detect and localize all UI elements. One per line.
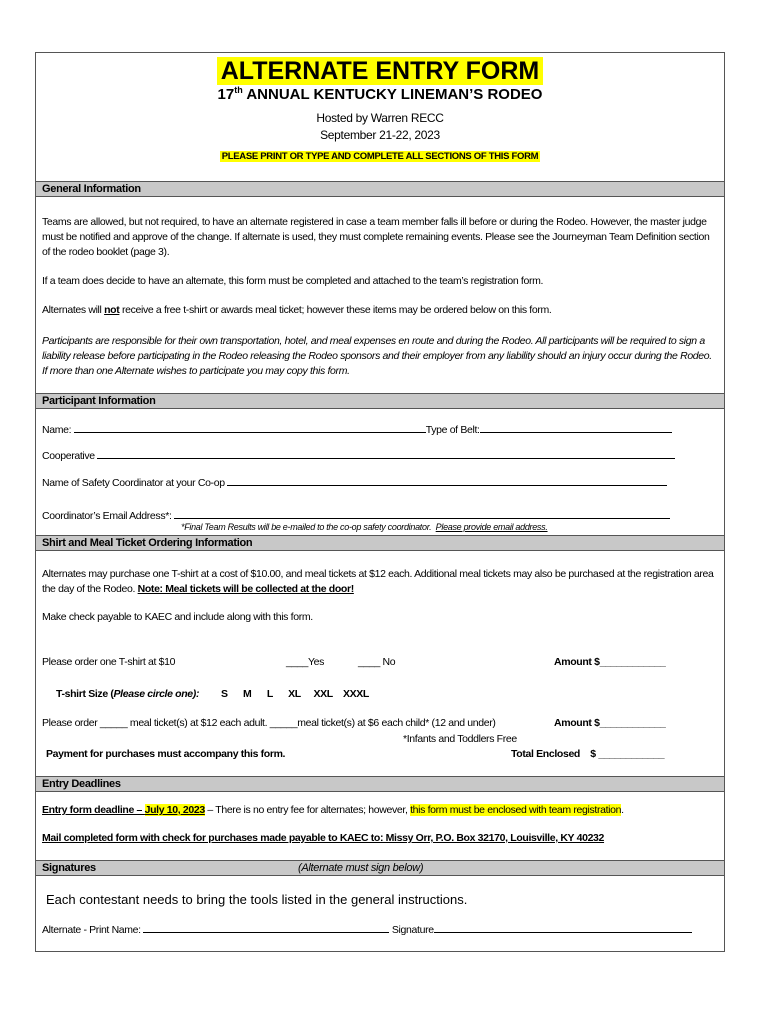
meal-ticket-order[interactable]: Please order _____ meal ticket(s) at $12 each adult. _____meal ticket(s) at $6 each child* (12 and under) xyxy=(42,717,496,729)
name-label: Name: xyxy=(42,424,72,436)
form-title: ALTERNATE ENTRY FORM xyxy=(36,57,724,86)
safety-coordinator-field[interactable] xyxy=(42,475,667,489)
section-entry-deadlines: Entry Deadlines xyxy=(36,776,724,792)
cooperative-field[interactable] xyxy=(42,448,675,462)
shirt-paragraph-1: Alternates may purchase one T-shirt at a cost of $10.00, and meal tickets at $12 each. Additional meal tickets may also be purchased at the registration area the day of the Rodeo. Note: Meal tickets will be collected at the door! xyxy=(42,568,714,595)
infants-note: *Infants and Toddlers Free xyxy=(403,733,517,745)
print-notice: PLEASE PRINT OR TYPE AND COMPLETE ALL SECTIONS OF THIS FORM xyxy=(221,151,539,162)
print-name-line[interactable] xyxy=(143,922,389,933)
tools-note: Each contestant needs to bring the tools listed in the general instructions. xyxy=(46,892,468,907)
entry-deadline-text: Entry form deadline – July 10, 2023 – There is no entry fee for alternates; however, this form must be enclosed with team registration. xyxy=(42,804,624,816)
shirt-paragraph-2: Make check payable to KAEC and include along with this form. xyxy=(42,611,313,623)
tshirt-size-options[interactable]: S M L XL XXL XXXL xyxy=(221,688,369,700)
belt-label: Type of Belt: xyxy=(425,424,480,436)
cooperative-label: Cooperative xyxy=(42,450,95,462)
signature-line[interactable] xyxy=(434,922,692,933)
signature-label: Signature xyxy=(391,924,434,936)
general-paragraph-2: If a team does decide to have an alternate, this form must be completed and attached to the team’s registration form. xyxy=(42,275,544,287)
safety-coordinator-line[interactable] xyxy=(227,475,667,486)
tshirt-yes-option[interactable]: ____Yes xyxy=(286,656,325,668)
tshirt-order-label: Please order one T-shirt at $10 xyxy=(42,656,176,668)
section-signatures: Signatures (Alternate must sign below) xyxy=(36,860,724,876)
cooperative-line[interactable] xyxy=(97,448,675,459)
tshirt-no-option[interactable]: ____ No xyxy=(358,656,396,668)
mail-instructions: Mail completed form with check for purchases made payable to KAEC to: Missy Orr, P.O. Box 32170, Louisville, KY 40232 xyxy=(42,832,605,844)
name-field[interactable] xyxy=(42,422,672,436)
hosted-by: Hosted by Warren RECC xyxy=(316,111,444,125)
belt-line[interactable] xyxy=(480,422,672,433)
section-participant-information: Participant Information xyxy=(36,393,724,409)
safety-coordinator-label: Name of Safety Coordinator at your Co-op xyxy=(42,477,225,489)
payment-note: Payment for purchases must accompany this form. xyxy=(46,748,286,760)
coordinator-email-line[interactable] xyxy=(174,508,670,519)
general-paragraph-3: Alternates will not receive a free t-shirt or awards meal ticket; however these items may be ordered below on this form. xyxy=(42,304,552,316)
general-paragraph-1: Teams are allowed, but not required, to have an alternate registered in case a team member falls ill before or during the Rodeo. However, the master judge must be notified and approve of the change. If alternate is used, they must complete remaining events. Please see the Journeyman Team Definition section of the rodeo booklet (page 3). xyxy=(42,216,710,258)
form-frame xyxy=(35,52,725,952)
general-paragraph-4: Participants are responsible for their own transportation, hotel, and meal expenses en route and during the Rodeo. All participants will be required to sign a liability release before participating in the Rodeo releasing the Rodeo sponsors and their employer from any liability should an injury occur during the Rodeo. If more than one Alternate wishes to participate you may copy this form. xyxy=(42,335,712,377)
coordinator-email-field[interactable] xyxy=(42,508,670,522)
meal-amount-field[interactable]: Amount $____________ xyxy=(554,717,666,729)
total-enclosed-field[interactable]: Total Enclosed $ ____________ xyxy=(511,748,665,760)
section-shirt-meal: Shirt and Meal Ticket Ordering Information xyxy=(36,535,724,551)
tshirt-size-label: T-shirt Size (Please circle one): xyxy=(56,688,200,700)
email-note: *Final Team Results will be e-mailed to the co-op safety coordinator. Please provide email address. xyxy=(181,522,548,532)
name-line[interactable] xyxy=(74,422,426,433)
event-date: September 21-22, 2023 xyxy=(320,128,440,142)
coordinator-email-label: Coordinator’s Email Address*: xyxy=(42,510,172,522)
form-subtitle: 17th ANNUAL KENTUCKY LINEMAN’S RODEO xyxy=(217,85,543,103)
section-general-information: General Information xyxy=(36,181,724,197)
print-name-label: Alternate - Print Name: xyxy=(42,924,141,936)
signature-fields xyxy=(42,922,692,936)
tshirt-amount-field[interactable]: Amount $____________ xyxy=(554,656,666,668)
